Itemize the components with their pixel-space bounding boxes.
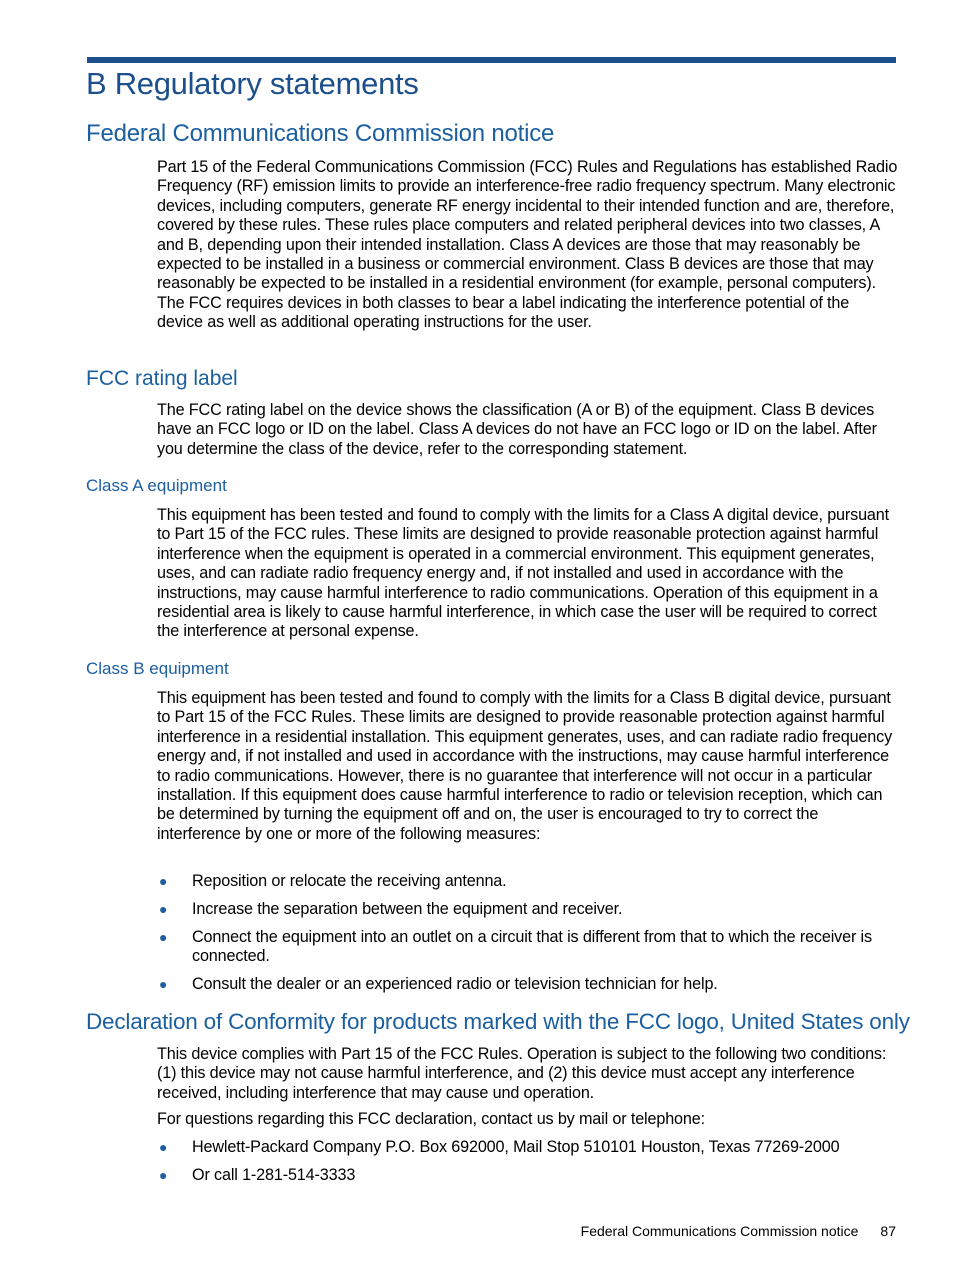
page-title: B Regulatory statements — [86, 66, 419, 101]
fcc-notice-body: Part 15 of the Federal Communications Commission (FCC) Rules and Regulations has established Radio Frequency (RF) emission limits to provide an interference-free radio frequency spectrum. Many electronic devices, including computers, generate RF energy incidental to their intended function and are, therefore, covered by these rules. These rules place computers and related peripheral devices into two classes, A and B, depending upon their intended installation. Class A devices are those that may reasonably be expected to be installed in a business or commercial environment. Class B devices are those that may reasonably be expected to be installed in a residential environment (for example, personal computers). The FCC requires devices in both classes to bear a label indicating the interference potential of the device as well as additional operating instructions for the user. — [157, 158, 898, 332]
list-item: ● Connect the equipment into an outlet on a circuit that is different from that to which the receiver is connected. — [159, 927, 872, 966]
declaration-contact-intro: For questions regarding this FCC declaration, contact us by mail or telephone: — [157, 1110, 705, 1128]
bullet-icon: ● — [159, 1139, 168, 1155]
declaration-body: This device complies with Part 15 of the FCC Rules. Operation is subject to the following two conditions: (1) this device may not cause harmful interference, and (2) this device must accept any interference received, including interference that may cause und operation. — [157, 1045, 887, 1102]
class-a-heading: Class A equipment — [86, 476, 227, 495]
page-number: 87 — [880, 1223, 896, 1239]
bullet-icon: ● — [159, 1166, 168, 1183]
bullet-icon: ● — [159, 873, 168, 889]
list-item: ● Consult the dealer or an experienced radio or television technician for help. — [159, 975, 718, 994]
class-a-body: This equipment has been tested and found to comply with the limits for a Class A digital device, pursuant to Part 15 of the FCC rules. These limits are designed to provide reasonable protection against harmful interference when the equipment is operated in a commercial environment. This equipment generates, uses, and can radiate radio frequency energy and, if not installed and used in accordance with the instructions, may cause harmful interference to radio communications. Operation of this equipment in a residential area is likely to cause harmful interference, in which case the user will be required to correct the interference at personal expense. — [157, 506, 889, 641]
bullet-icon: ● — [159, 928, 168, 945]
footer-section-title: Federal Communications Commission notice — [580, 1223, 859, 1239]
contact-list — [157, 1138, 898, 1194]
fcc-notice-heading: Federal Communications Commission notice — [86, 120, 555, 147]
list-item: ● Or call 1-281-514-3333 — [159, 1165, 356, 1184]
bullet-icon: ● — [159, 976, 168, 993]
class-b-body: This equipment has been tested and found to comply with the limits for a Class B digital device, pursuant to Part 15 of the FCC Rules. These limits are designed to provide reasonable protection against harmful interference in a residential installation. This equipment generates, uses, and can radiate radio frequency energy and, if not installed and used in accordance with the instructions, may cause harmful interference to radio communications. However, there is no guarantee that interference will not occur in a particular installation. If this equipment does cause harmful interference to radio or television reception, which can be determined by turning the equipment off and on, the user is encouraged to try to correct the interference by one or more of the following measures: — [157, 689, 893, 843]
list-item: ● Increase the separation between the equipment and receiver. — [159, 899, 623, 918]
declaration-heading: Declaration of Conformity for products marked with the FCC logo, United States only — [86, 1009, 910, 1034]
list-item: ● Hewlett-Packard Company P.O. Box 692000, Mail Stop 510101 Houston, Texas 77269-2000 — [159, 1138, 840, 1156]
fcc-rating-body: The FCC rating label on the device shows the classification (A or B) of the equipment. Class B devices have an FCC logo or ID on the label. Class A devices do not have an FCC logo or ID on the label. After you determine the class of the device, refer to the corresponding statement. — [157, 401, 877, 458]
bullet-icon: ● — [159, 900, 168, 917]
fcc-rating-heading: FCC rating label — [86, 367, 238, 390]
class-b-heading: Class B equipment — [86, 659, 229, 678]
page-footer — [581, 1223, 896, 1239]
class-b-measures-list — [157, 872, 898, 1003]
list-item: ● Reposition or relocate the receiving antenna. — [159, 872, 507, 890]
top-rule — [87, 57, 896, 63]
